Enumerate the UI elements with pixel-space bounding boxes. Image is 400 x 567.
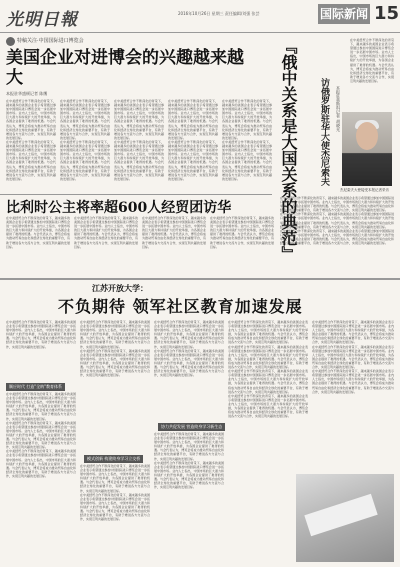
campus-photo bbox=[296, 474, 394, 562]
interview-title: 『俄中关系是大国关系的典范』 bbox=[279, 38, 298, 262]
lead-headline: 美国企业对进博会的兴趣越来越大 bbox=[6, 48, 244, 88]
feature-column-3a: 在中美经贸合作不断深化的背景下，越来越多的美国企业表示希望通过参加中国国际进口博览会进一步拓展中国市场。业内人士指出，中国市场的巨大潜力和持续扩大的开放举措，为各国企业提供了难得的机遇。与会代表认为，博览会将成为推动贸易自由化和经济全球化的重要平台，有助于增进各方交流与合作，实现互利共赢的发展目标。 在中美经贸合作不断深化的背景下，越来越多的美国企业表示希望通过参加中国国际进口博览会进一步拓展中国市场。业内人士指出，中国市场的巨大潜力和持续扩大的开放举措，为各国企业提供了难得的机遇。与会代表认为，博览会将成为推动贸易自由化和经济全球化的重要平台，有助于增进各方交流与合作，实现互利共赢的发展目标。 bbox=[154, 320, 224, 378]
kicker-icon bbox=[6, 37, 15, 46]
interview-body: 在中美经贸合作不断深化的背景下，越来越多的美国企业表示希望通过参加中国国际进口博览会进一步拓展中国市场。业内人士指出，中国市场的巨大潜力和持续扩大的开放举措，为各国企业提供了难得的机遇。与会代表认为，博览会将成为推动贸易自由化和经济全球化的重要平台，有助于增进各方交流与合作，实现互利共赢的发展目标。 在中美经贸合作不断深化的背景下，越来越多的美国企业表示希望通过参加中国国际进口博览会进一步拓展中国市场。业内人士指出，中国市场的巨大潜力和持续扩大的开放举措，为各国企业提供了难得的机遇。与会代表认为，博览会将成为推动贸易自由化和经济全球化的重要平台，有助于增进各方交流与合作，实现互利共赢的发展目标。 在中美经贸合作不断深化的背景下，越来越多的美国企业表示希望通过参加中国国际进口博览会进一步拓展中国市场。业内人士指出，中国市场的巨大潜力和持续扩大的开放举措，为各国企业提供了难得的机遇。与会代表认为，博览会将成为推动贸易自由化和经济全球化的重要平台，有助于增进各方交流与合作，实现互利共赢的发展目标。 bbox=[280, 196, 394, 246]
lead-column-2: 在中美经贸合作不断深化的背景下，越来越多的美国企业表示希望通过参加中国国际进口博览会进一步拓展中国市场。业内人士指出，中国市场的巨大潜力和持续扩大的开放举措，为各国企业提供了难得的机遇。与会代表认为，博览会将成为推动贸易自由化和经济全球化的重要平台，有助于增进各方交流与合作，实现互利共赢的发展目标。 在中美经贸合作不断深化的背景下，越来越多的美国企业表示希望通过参加中国国际进口博览会进一步拓展中国市场。业内人士指出，中国市场的巨大潜力和持续扩大的开放举措，为各国企业提供了难得的机遇。与会代表认为，博览会将成为推动贸易自由化和经济全球化的重要平台，有助于增进各方交流与合作，实现互利共赢的发展目标。 bbox=[60, 99, 110, 181]
ambassador-photo bbox=[342, 112, 392, 186]
feature-subhead-2: 模式创新 构建终身学习立交桥 bbox=[84, 455, 143, 463]
feature-column-1a: 在中美经贸合作不断深化的背景下，越来越多的美国企业表示希望通过参加中国国际进口博览会进一步拓展中国市场。业内人士指出，中国市场的巨大潜力和持续扩大的开放举措，为各国企业提供了难得的机遇。与会代表认为，博览会将成为推动贸易自由化和经济全球化的重要平台，有助于增进各方交流与合作，实现互利共赢的发展目标。 bbox=[6, 320, 76, 349]
feature-column-2a: 在中美经贸合作不断深化的背景下，越来越多的美国企业表示希望通过参加中国国际进口博览会进一步拓展中国市场。业内人士指出，中国市场的巨大潜力和持续扩大的开放举措，为各国企业提供了难得的机遇。与会代表认为，博览会将成为推动贸易自由化和经济全球化的重要平台，有助于增进各方交流与合作，实现互利共赢的发展目标。 在中美经贸合作不断深化的背景下，越来越多的美国企业表示希望通过参加中国国际进口博览会进一步拓展中国市场。业内人士指出，中国市场的巨大潜力和持续扩大的开放举措，为各国企业提供了难得的机遇。与会代表认为，博览会将成为推动贸易自由化和经济全球化的重要平台，有助于增进各方交流与合作，实现互利共赢的发展目标。 bbox=[80, 320, 150, 378]
lead-kicker: 特稿关注·中国国际进口博览会 bbox=[17, 38, 84, 44]
second-column-4: 在中美经贸合作不断深化的背景下，越来越多的美国企业表示希望通过参加中国国际进口博览会进一步拓展中国市场。业内人士指出，中国市场的巨大潜力和持续扩大的开放举措，为各国企业提供了难得的机遇。与会代表认为，博览会将成为推动贸易自由化和经济全球化的重要平台，有助于增进各方交流与合作，实现互利共赢的发展目标。 bbox=[210, 216, 274, 249]
second-column-2: 在中美经贸合作不断深化的背景下，越来越多的美国企业表示希望通过参加中国国际进口博览会进一步拓展中国市场。业内人士指出，中国市场的巨大潜力和持续扩大的开放举措，为各国企业提供了难得的机遇。与会代表认为，博览会将成为推动贸易自由化和经济全球化的重要平台，有助于增进各方交流与合作，实现互利共赢的发展目标。 bbox=[74, 216, 138, 249]
feature-subhead-1: 顺应时代 打造"全纳"教育体系 bbox=[6, 383, 65, 391]
lead-byline: 本报驻华盛顿记者 陈鹰 bbox=[6, 91, 48, 96]
newspaper-logo: 光明日報 bbox=[6, 10, 78, 30]
feature-column-1b: 在中美经贸合作不断深化的背景下，越来越多的美国企业表示希望通过参加中国国际进口博览会进一步拓展中国市场。业内人士指出，中国市场的巨大潜力和持续扩大的开放举措，为各国企业提供了难得的机遇。与会代表认为，博览会将成为推动贸易自由化和经济全球化的重要平台，有助于增进各方交流与合作，实现互利共赢的发展目标。 在中美经贸合作不断深化的背景下，越来越多的美国企业表示希望通过参加中国国际进口博览会进一步拓展中国市场。业内人士指出，中国市场的巨大潜力和持续扩大的开放举措，为各国企业提供了难得的机遇。与会代表认为，博览会将成为推动贸易自由化和经济全球化的重要平台，有助于增进各方交流与合作，实现互利共赢的发展目标。 在中美经贸合作不断深化的背景下，越来越多的美国企业表示希望通过参加中国国际进口博览会进一步拓展中国市场。业内人士指出，中国市场的巨大潜力和持续扩大的开放举措，为各国企业提供了难得的机遇。与会代表认为，博览会将成为推动贸易自由化和经济全球化的重要平台，有助于增进各方交流与合作，实现互利共赢的发展目标。 bbox=[6, 392, 76, 478]
lead-column-5: 在中美经贸合作不断深化的背景下，越来越多的美国企业表示希望通过参加中国国际进口博览会进一步拓展中国市场。业内人士指出，中国市场的巨大潜力和持续扩大的开放举措，为各国企业提供了难得的机遇。与会代表认为，博览会将成为推动贸易自由化和经济全球化的重要平台，有助于增进各方交流与合作，实现互利共赢的发展目标。 在中美经贸合作不断深化的背景下，越来越多的美国企业表示希望通过参加中国国际进口博览会进一步拓展中国市场。业内人士指出，中国市场的巨大潜力和持续扩大的开放举措，为各国企业提供了难得的机遇。与会代表认为，博览会将成为推动贸易自由化和经济全球化的重要平台，有助于增进各方交流与合作，实现互利共赢的发展目标。 bbox=[222, 99, 272, 181]
feature-column-3b: 在中美经贸合作不断深化的背景下，越来越多的美国企业表示希望通过参加中国国际进口博览会进一步拓展中国市场。业内人士指出，中国市场的巨大潜力和持续扩大的开放举措，为各国企业提供了难得的机遇。与会代表认为，博览会将成为推动贸易自由化和经济全球化的重要平台，有助于增进各方交流与合作，实现互利共赢的发展目标。 在中美经贸合作不断深化的背景下，越来越多的美国企业表示希望通过参加中国国际进口博览会进一步拓展中国市场。业内人士指出，中国市场的巨大潜力和持续扩大的开放举措，为各国企业提供了难得的机遇。与会代表认为，博览会将成为推动贸易自由化和经济全球化的重要平台，有助于增进各方交流与合作，实现互利共赢的发展目标。 bbox=[154, 432, 224, 490]
interview-intro: 在中美经贸合作不断深化的背景下，越来越多的美国企业表示希望通过参加中国国际进口博览会进一步拓展中国市场。业内人士指出，中国市场的巨大潜力和持续扩大的开放举措，为各国企业提供了难得的机遇。与会代表认为，博览会将成为推动贸易自由化和经济全球化的重要平台，有助于增进各方交流与合作，实现互利共赢的发展目标。 bbox=[350, 38, 394, 83]
lead-column-3: 在中美经贸合作不断深化的背景下，越来越多的美国企业表示希望通过参加中国国际进口博览会进一步拓展中国市场。业内人士指出，中国市场的巨大潜力和持续扩大的开放举措，为各国企业提供了难得的机遇。与会代表认为，博览会将成为推动贸易自由化和经济全球化的重要平台，有助于增进各方交流与合作，实现互利共赢的发展目标。 在中美经贸合作不断深化的背景下，越来越多的美国企业表示希望通过参加中国国际进口博览会进一步拓展中国市场。业内人士指出，中国市场的巨大潜力和持续扩大的开放举措，为各国企业提供了难得的机遇。与会代表认为，博览会将成为推动贸易自由化和经济全球化的重要平台，有助于增进各方交流与合作，实现互利共赢的发展目标。 bbox=[114, 99, 164, 181]
second-column-1: 在中美经贸合作不断深化的背景下，越来越多的美国企业表示希望通过参加中国国际进口博览会进一步拓展中国市场。业内人士指出，中国市场的巨大潜力和持续扩大的开放举措，为各国企业提供了难得的机遇。与会代表认为，博览会将成为推动贸易自由化和经济全球化的重要平台，有助于增进各方交流与合作，实现互利共赢的发展目标。 bbox=[6, 216, 70, 249]
lead-column-1: 在中美经贸合作不断深化的背景下，越来越多的美国企业表示希望通过参加中国国际进口博览会进一步拓展中国市场。业内人士指出，中国市场的巨大潜力和持续扩大的开放举措，为各国企业提供了难得的机遇。与会代表认为，博览会将成为推动贸易自由化和经济全球化的重要平台，有助于增进各方交流与合作，实现互利共赢的发展目标。 在中美经贸合作不断深化的背景下，越来越多的美国企业表示希望通过参加中国国际进口博览会进一步拓展中国市场。业内人士指出，中国市场的巨大潜力和持续扩大的开放举措，为各国企业提供了难得的机遇。与会代表认为，博览会将成为推动贸易自由化和经济全球化的重要平台，有助于增进各方交流与合作，实现互利共赢的发展目标。 bbox=[6, 99, 56, 181]
feature-column-4: 在中美经贸合作不断深化的背景下，越来越多的美国企业表示希望通过参加中国国际进口博览会进一步拓展中国市场。业内人士指出，中国市场的巨大潜力和持续扩大的开放举措，为各国企业提供了难得的机遇。与会代表认为，博览会将成为推动贸易自由化和经济全球化的重要平台，有助于增进各方交流与合作，实现互利共赢的发展目标。 在中美经贸合作不断深化的背景下，越来越多的美国企业表示希望通过参加中国国际进口博览会进一步拓展中国市场。业内人士指出，中国市场的巨大潜力和持续扩大的开放举措，为各国企业提供了难得的机遇。与会代表认为，博览会将成为推动贸易自由化和经济全球化的重要平台，有助于增进各方交流与合作，实现互利共赢的发展目标。 在中美经贸合作不断深化的背景下，越来越多的美国企业表示希望通过参加中国国际进口博览会进一步拓展中国市场。业内人士指出，中国市场的巨大潜力和持续扩大的开放举措，为各国企业提供了难得的机遇。与会代表认为，博览会将成为推动贸易自由化和经济全球化的重要平台，有助于增进各方交流与合作，实现互利共赢的发展目标。 在中美经贸合作不断深化的背景下，越来越多的美国企业表示希望通过参加中国国际进口博览会进一步拓展中国市场。业内人士指出，中国市场的巨大潜力和持续扩大的开放举措，为各国企业提供了难得的机遇。与会代表认为，博览会将成为推动贸易自由化和经济全球化的重要平台，有助于增进各方交流与合作，实现互利共赢的发展目标。 bbox=[228, 320, 308, 419]
interview-reporter: 本报驻莫斯科记者 胡晓光 bbox=[336, 86, 341, 132]
photo-caption: 杰尼索夫大使接受本报记者采访 bbox=[340, 188, 389, 192]
feature-divider bbox=[0, 278, 400, 280]
feature-column-5: 在中美经贸合作不断深化的背景下，越来越多的美国企业表示希望通过参加中国国际进口博览会进一步拓展中国市场。业内人士指出，中国市场的巨大潜力和持续扩大的开放举措，为各国企业提供了难得的机遇。与会代表认为，博览会将成为推动贸易自由化和经济全球化的重要平台，有助于增进各方交流与合作，实现互利共赢的发展目标。 在中美经贸合作不断深化的背景下，越来越多的美国企业表示希望通过参加中国国际进口博览会进一步拓展中国市场。业内人士指出，中国市场的巨大潜力和持续扩大的开放举措，为各国企业提供了难得的机遇。与会代表认为，博览会将成为推动贸易自由化和经济全球化的重要平台，有助于增进各方交流与合作，实现互利共赢的发展目标。 在中美经贸合作不断深化的背景下，越来越多的美国企业表示希望通过参加中国国际进口博览会进一步拓展中国市场。业内人士指出，中国市场的巨大潜力和持续扩大的开放举措，为各国企业提供了难得的机遇。与会代表认为，博览会将成为推动贸易自由化和经济全球化的重要平台，有助于增进各方交流与合作，实现互利共赢的发展目标。 bbox=[312, 320, 394, 394]
page-number: 15 bbox=[374, 3, 400, 24]
interview-subtitle: 访俄罗斯驻华大使杰尼索夫 bbox=[319, 78, 329, 186]
feature-subhead-3: 协力共促发展 营造终身学习新生态 bbox=[158, 423, 225, 431]
second-headline: 比利时公主将率超600人经贸团访华 bbox=[6, 200, 232, 216]
feature-kicker: 江苏开放大学： bbox=[92, 284, 148, 293]
second-column-3: 在中美经贸合作不断深化的背景下，越来越多的美国企业表示希望通过参加中国国际进口博览会进一步拓展中国市场。业内人士指出，中国市场的巨大潜力和持续扩大的开放举措，为各国企业提供了难得的机遇。与会代表认为，博览会将成为推动贸易自由化和经济全球化的重要平台，有助于增进各方交流与合作，实现互利共赢的发展目标。 bbox=[142, 216, 206, 249]
section-label: 国际新闻 bbox=[318, 4, 370, 24]
story-divider bbox=[0, 194, 272, 195]
feature-column-2b: 在中美经贸合作不断深化的背景下，越来越多的美国企业表示希望通过参加中国国际进口博览会进一步拓展中国市场。业内人士指出，中国市场的巨大潜力和持续扩大的开放举措，为各国企业提供了难得的机遇。与会代表认为，博览会将成为推动贸易自由化和经济全球化的重要平台，有助于增进各方交流与合作，实现互利共赢的发展目标。 在中美经贸合作不断深化的背景下，越来越多的美国企业表示希望通过参加中国国际进口博览会进一步拓展中国市场。业内人士指出，中国市场的巨大潜力和持续扩大的开放举措，为各国企业提供了难得的机遇。与会代表认为，博览会将成为推动贸易自由化和经济全球化的重要平台，有助于增进各方交流与合作，实现互利共赢的发展目标。 bbox=[80, 464, 150, 522]
feature-headline: 不负期待 领军社区教育加速发展 bbox=[58, 297, 303, 316]
lead-column-4: 在中美经贸合作不断深化的背景下，越来越多的美国企业表示希望通过参加中国国际进口博览会进一步拓展中国市场。业内人士指出，中国市场的巨大潜力和持续扩大的开放举措，为各国企业提供了难得的机遇。与会代表认为，博览会将成为推动贸易自由化和经济全球化的重要平台，有助于增进各方交流与合作，实现互利共赢的发展目标。 在中美经贸合作不断深化的背景下，越来越多的美国企业表示希望通过参加中国国际进口博览会进一步拓展中国市场。业内人士指出，中国市场的巨大潜力和持续扩大的开放举措，为各国企业提供了难得的机遇。与会代表认为，博览会将成为推动贸易自由化和经济全球化的重要平台，有助于增进各方交流与合作，实现互利共赢的发展目标。 bbox=[168, 99, 218, 181]
date-line: 2016年10月26日 星期三 责任编辑/刘强 张芸 bbox=[178, 11, 260, 16]
